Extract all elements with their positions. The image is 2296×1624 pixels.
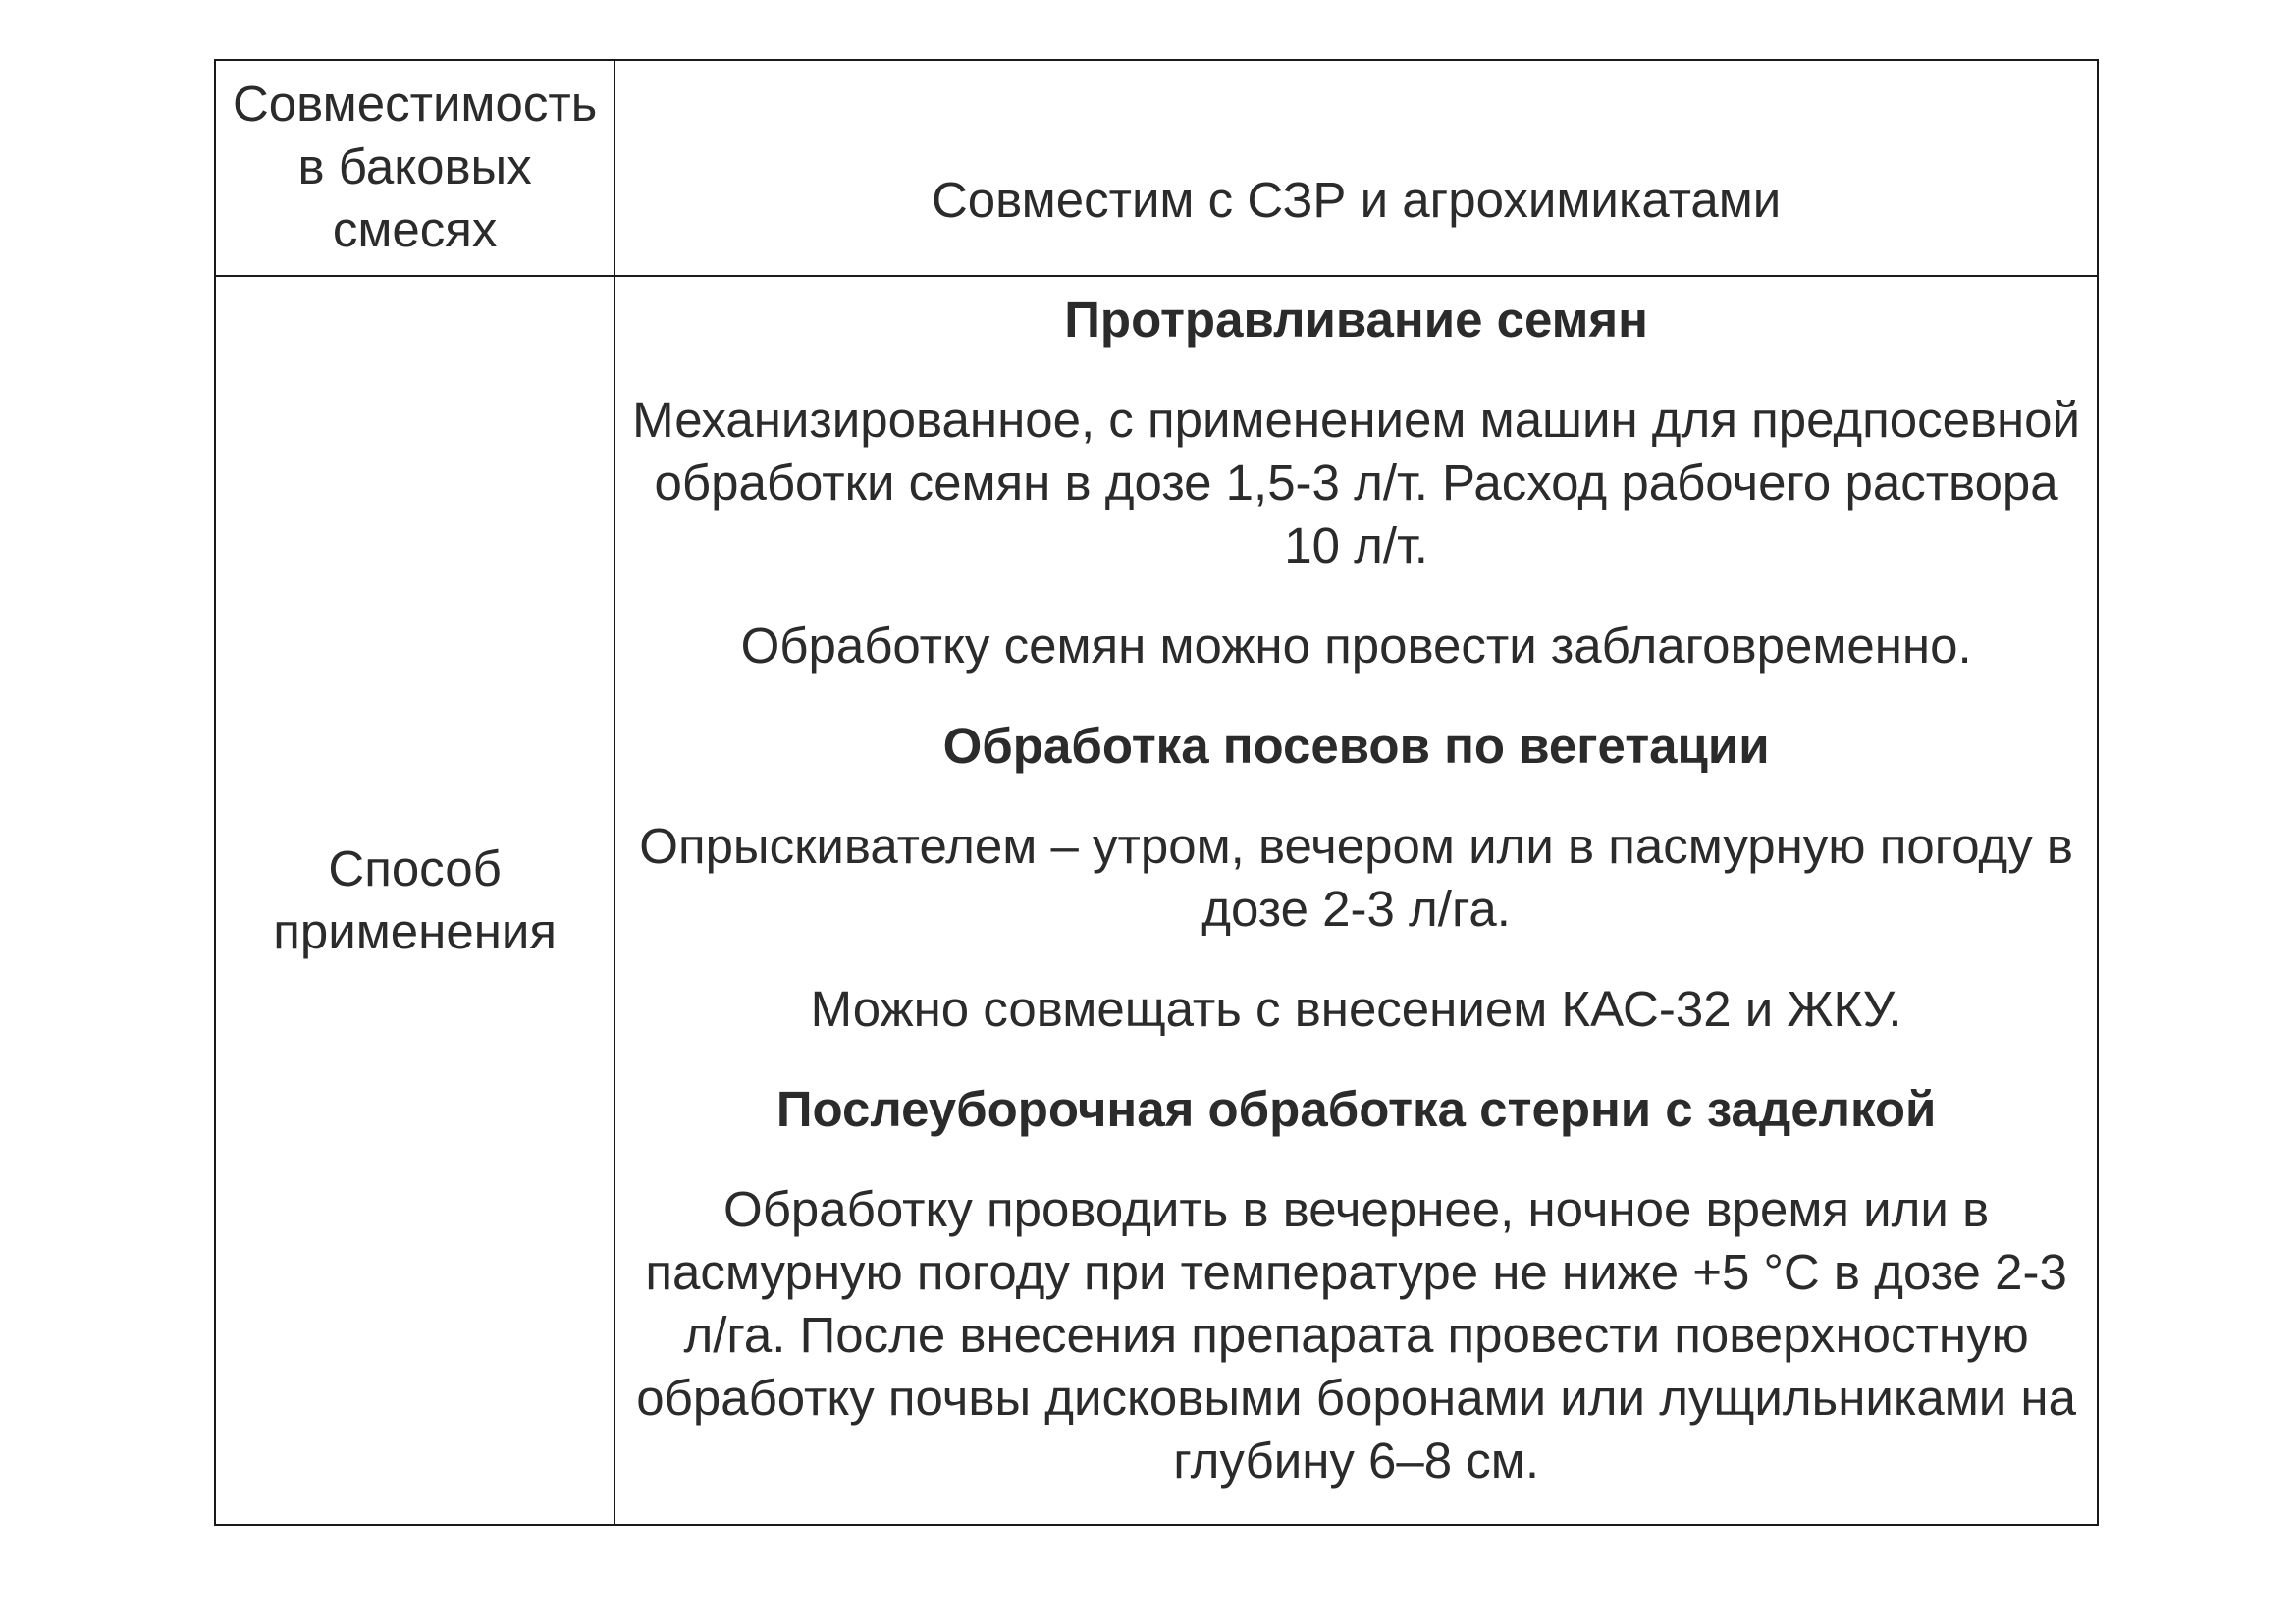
- table-row-compatibility: [215, 60, 2098, 276]
- label-line: применения: [273, 903, 557, 959]
- label-line: в баковых: [297, 138, 532, 194]
- label-cell-application-method: [215, 276, 614, 1525]
- paragraph-stubble-treatment: Обработку проводить в вечернее, ночное время или в пасмурную погоду при температуре не ниже +5 °С в дозе 2-3 л/га. После внесения препарата провести поверхностную обработку почвы дисковыми боронами или лущильниками на глубину 6–8 см.: [636, 1181, 2076, 1489]
- value-cell-compatibility: [614, 60, 2098, 276]
- value-cell-application-method: [614, 276, 2098, 1525]
- paragraph-vegetation-combine: Можно совмещать с внесением КАС-32 и ЖКУ.: [810, 981, 1902, 1037]
- paragraph-vegetation-sprayer: Опрыскивателем – утром, вечером или в пасмурную погоду в дозе 2-3 л/га.: [639, 818, 2073, 937]
- label-line: смесях: [332, 201, 498, 257]
- label-line: Способ: [328, 840, 502, 896]
- compatibility-text: Совместим с СЗР и агрохимикатами: [931, 172, 1782, 228]
- label-line: Совместимость: [232, 76, 598, 132]
- table-row-application-method: [215, 276, 2098, 1525]
- label-cell-compatibility: [215, 60, 614, 276]
- product-properties-table: [214, 59, 2099, 1526]
- section-heading-stubble-treatment: Послеуборочная обработка стерни с заделкой: [775, 1081, 1937, 1137]
- section-heading-seed-treatment: Протравливание семян: [1064, 292, 1648, 348]
- paragraph-seed-treatment-advance: Обработку семян можно провести заблаговременно.: [740, 618, 1972, 674]
- section-heading-vegetation-treatment: Обработка посевов по вегетации: [942, 718, 1770, 774]
- paragraph-seed-treatment-method: Механизированное, с применением машин для предпосевной обработки семян в дозе 1,5-3 л/т. Расход рабочего раствора 10 л/т.: [632, 392, 2081, 573]
